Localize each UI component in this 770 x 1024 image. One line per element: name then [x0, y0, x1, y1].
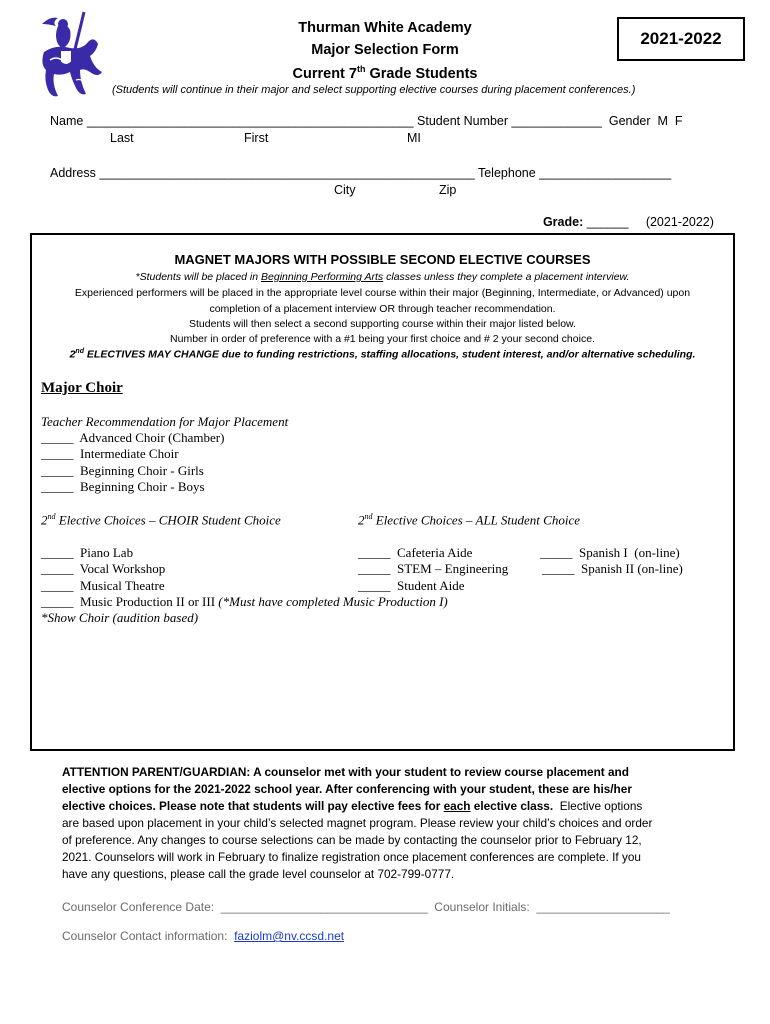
warning-num: 2: [69, 348, 76, 361]
grade-title-sup: th: [356, 64, 366, 74]
attention-line-6: 2021. Counselors will work in February to finalize registration once placement conferences are complete. If you: [62, 850, 641, 864]
all-elective-option[interactable]: _____ Cafeteria Aide: [358, 545, 473, 560]
grade-title-suffix: Grade Students: [365, 65, 478, 82]
zip-label: Zip: [439, 183, 457, 197]
choir-choices-label: Elective Choices – CHOIR Student Choice: [55, 512, 281, 528]
attention-line-1: ATTENTION PARENT/GUARDIAN: A counselor met with your student to review course placement and: [62, 765, 629, 779]
all-choices-num: 2: [358, 512, 365, 528]
attention-line-3b: elective class.: [470, 799, 554, 813]
form-subtitle: (Students will continue in their major and select supporting elective courses during placement conferences.): [112, 84, 636, 96]
note1-prefix: *Students will be placed in: [135, 271, 262, 283]
form-title: Major Selection Form: [311, 42, 459, 58]
address-line[interactable]: Address ______________________________________________________ Telephone ___________________: [50, 166, 672, 180]
choir-elective-option[interactable]: _____ Musical Theatre: [41, 578, 165, 593]
placement-option[interactable]: _____ Advanced Choir (Chamber): [41, 430, 225, 445]
placement-option[interactable]: _____ Beginning Choir - Girls: [41, 463, 204, 478]
music-production-label: _____ Music Production II or III: [41, 594, 219, 609]
all-elective-option[interactable]: _____ STEM – Engineering: [358, 561, 509, 576]
grade-year: (2021-2022): [645, 215, 714, 229]
choir-choices-num: 2: [41, 512, 48, 528]
placement-note-1: [30, 271, 735, 283]
school-year-box: [617, 17, 745, 61]
name-line[interactable]: Name _______________________________________________ Student Number _____________ Gender M F: [50, 114, 683, 128]
attention-each: each: [443, 799, 471, 813]
choir-choices-sup: nd: [47, 512, 56, 521]
city-label: City: [334, 183, 356, 197]
last-name-label: Last: [110, 131, 134, 145]
warning-sup: nd: [75, 348, 84, 355]
all-choices-label: Elective Choices – ALL Student Choice: [372, 512, 580, 528]
music-production-note: (*Must have completed Music Production I): [218, 594, 448, 609]
electives-warning: [30, 348, 735, 361]
grade-label: Grade:: [542, 215, 584, 229]
choir-elective-option[interactable]: _____ Piano Lab: [41, 545, 134, 560]
placement-note-2: Experienced performers will be placed in the appropriate level course within their major (Beginning, Intermediate, or Advanced) upon: [74, 287, 691, 299]
grade-title-prefix: Current 7: [292, 65, 357, 82]
all-elective-option[interactable]: _____ Spanish I (on-line): [540, 545, 680, 560]
attention-line-3: [62, 799, 642, 813]
attention-line-5: of preference. Any changes to course selections can be made by contacting the counselor prior to February 12,: [62, 833, 642, 847]
grade-field[interactable]: [536, 201, 714, 229]
placement-note-5: Number in order of preference with a #1 being your first choice and # 2 your second choice.: [170, 333, 595, 345]
show-choir-note: *Show Choir (audition based): [41, 610, 199, 625]
music-production-option[interactable]: [41, 594, 448, 610]
placement-note-4: Students will then select a second supporting course within their major listed below.: [189, 318, 576, 330]
attention-line-3a: elective choices. Please note that students will pay elective fees for: [62, 799, 444, 813]
all-elective-option[interactable]: _____ Student Aide: [358, 578, 465, 593]
all-choices-sup: nd: [364, 512, 373, 521]
counselor-conference-line[interactable]: Counselor Conference Date: _______________________________ Counselor Initials: ____________________: [62, 900, 670, 914]
counselor-contact-label: Counselor Contact information:: [62, 929, 235, 943]
all-elective-option[interactable]: _____ Spanish II (on-line): [542, 561, 683, 576]
attention-line-3c: Elective options: [553, 799, 643, 813]
school-year: 2021-2022: [640, 29, 722, 48]
attention-line-4: are based upon placement in your child’s selected magnet program. Please review your child’s choices and order: [62, 816, 653, 830]
grade-blank: ______: [583, 215, 629, 229]
magnet-heading: MAGNET MAJORS WITH POSSIBLE SECOND ELECTIVE COURSES: [174, 252, 591, 267]
counselor-email-link[interactable]: faziolm@nv.ccsd.net: [234, 929, 345, 943]
attention-line-7: have any questions, please call the grade level counselor at 702-799-0777.: [62, 867, 455, 881]
major-choir-title: Major Choir: [41, 380, 123, 396]
choir-choices-heading: [41, 512, 281, 528]
counselor-contact-line: [62, 929, 344, 943]
attention-line-2: elective options for the 2021-2022 school year. After conferencing with your student, these are his/her: [62, 782, 632, 796]
warning-text: ELECTIVES MAY CHANGE due to funding restrictions, staffing allocations, student interest, and/or alternative scheduling.: [83, 348, 696, 361]
placement-option[interactable]: _____ Beginning Choir - Boys: [41, 479, 205, 494]
form-school-title: Thurman White Academy: [298, 20, 472, 36]
form-grade-title: [230, 64, 540, 82]
placement-note-3: completion of a placement interview OR through teacher recommendation.: [209, 303, 556, 315]
note1-suffix: classes unless they complete a placement interview.: [383, 271, 630, 283]
teacher-recommendation-label: Teacher Recommendation for Major Placement: [41, 414, 289, 429]
middle-initial-label: MI: [407, 131, 421, 145]
placement-option[interactable]: _____ Intermediate Choir: [41, 446, 179, 461]
note1-link: Beginning Performing Arts: [261, 271, 384, 283]
knight-on-horse-logo: [36, 10, 114, 102]
first-name-label: First: [244, 131, 269, 145]
choir-elective-option[interactable]: _____ Vocal Workshop: [41, 561, 166, 576]
all-choices-heading: [358, 512, 580, 528]
